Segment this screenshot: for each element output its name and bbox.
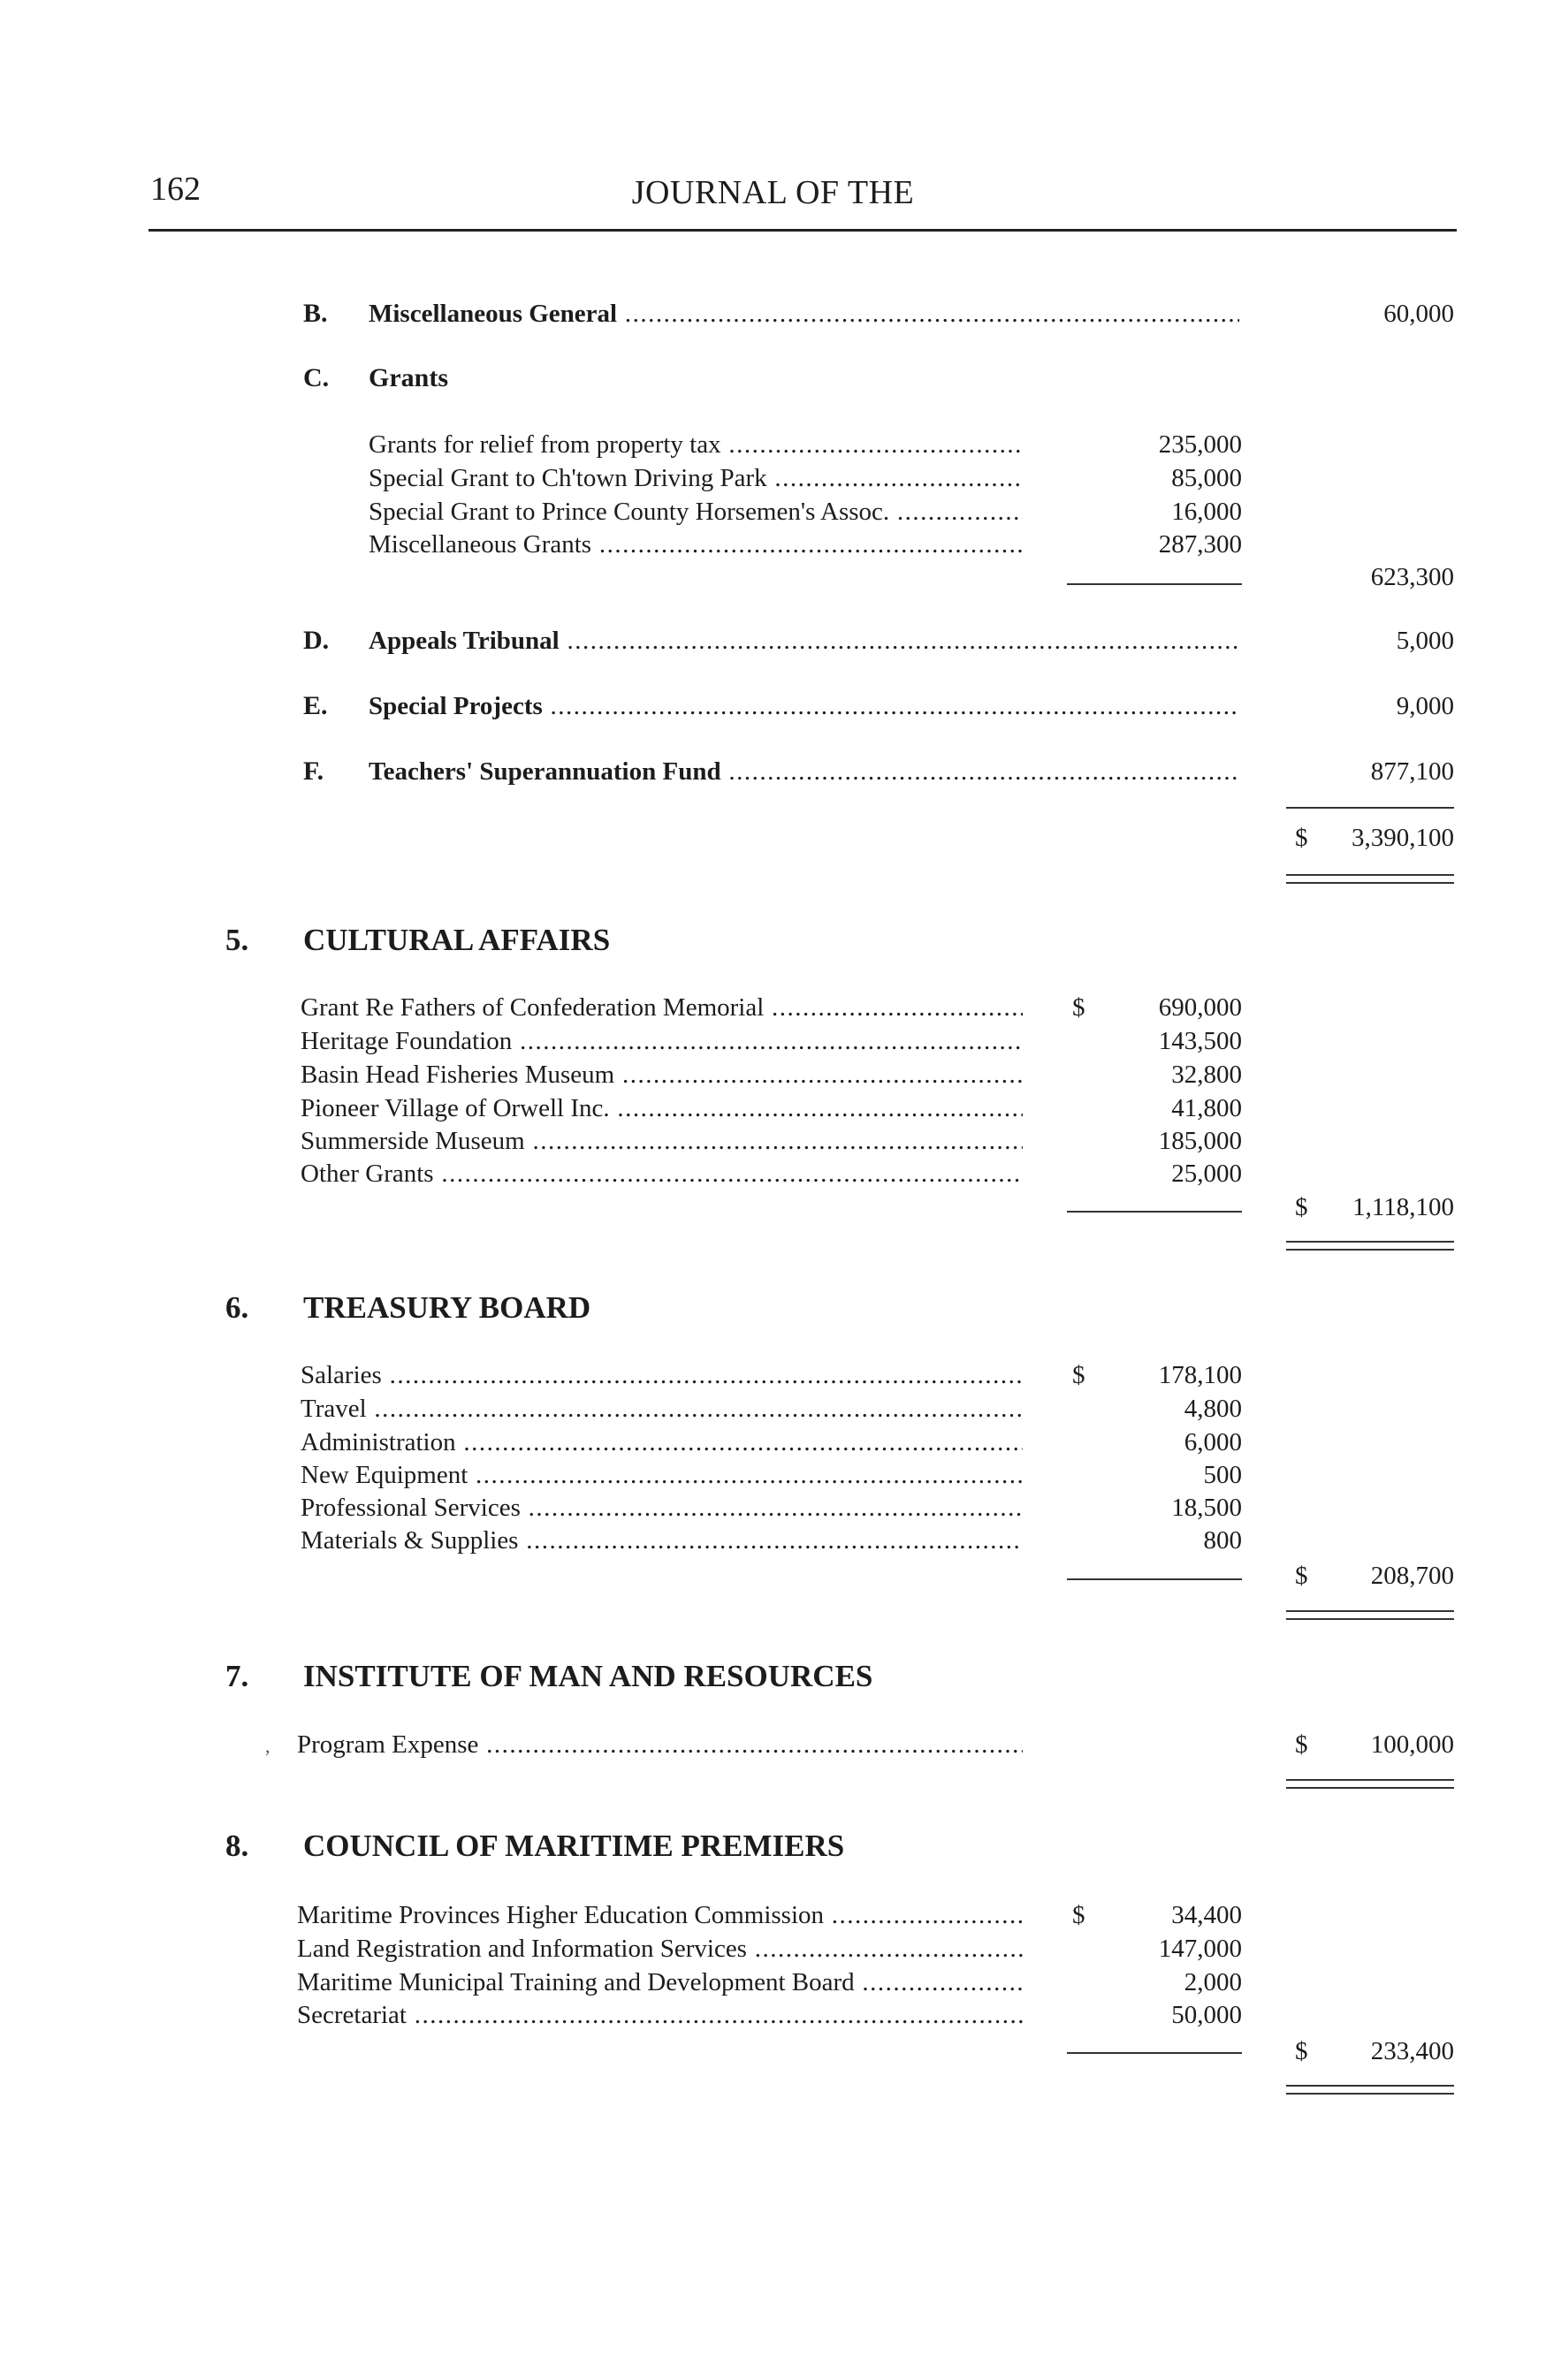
cultural-affairs-item-amount: 32,800 (1171, 1061, 1242, 1089)
section-number: 6. (225, 1290, 249, 1325)
subtotal-rule (1067, 1211, 1242, 1213)
treasury-board-item-amount: 18,500 (1171, 1494, 1242, 1522)
treasury-board-item-amount: 4,800 (1184, 1395, 1242, 1423)
subsection-title-miscellaneous-general: Miscellaneous General ..... (369, 297, 1239, 331)
grants-item-label: Special Grant to Ch'town Driving Park ..... (369, 461, 1023, 495)
cultural-affairs-item-label: Basin Head Fisheries Museum ..... (301, 1058, 1023, 1091)
maritime-premiers-total: 233,400 (1370, 2037, 1454, 2065)
currency-symbol: $ (1295, 1193, 1308, 1221)
grants-item-label: Miscellaneous Grants ..... (369, 528, 1023, 561)
treasury-board-item-label: Salaries ..... (301, 1358, 1023, 1392)
running-head: JOURNAL OF THE (631, 174, 915, 211)
currency-symbol: $ (1295, 1562, 1308, 1590)
subsection-title-teachers-superannuation-fund: Teachers' Superannuation Fund ..... (369, 755, 1239, 788)
subsection-letter-f: F. (303, 757, 324, 786)
cultural-affairs-item-amount: 185,000 (1158, 1127, 1242, 1155)
currency-symbol: $ (1072, 993, 1085, 1022)
subsection-title-appeals-tribunal: Appeals Tribunal ..... (369, 624, 1239, 658)
subsection-letter-e: E. (303, 691, 328, 720)
maritime-premiers-item-label: Land Registration and Information Services ..... (297, 1932, 1023, 1966)
treasury-board-item-amount: 6,000 (1184, 1428, 1242, 1456)
cultural-affairs-item-amount: 41,800 (1171, 1094, 1242, 1122)
section-number: 8. (225, 1829, 249, 1863)
cultural-affairs-total: 1,118,100 (1352, 1193, 1454, 1221)
currency-symbol: $ (1295, 824, 1308, 852)
section-title-cultural-affairs: CULTURAL AFFAIRS (303, 923, 611, 957)
total-double-rule (1286, 1241, 1454, 1251)
subsections-grand-total: 3,390,100 (1352, 824, 1454, 852)
total-double-rule (1286, 2085, 1454, 2095)
subsection-title-special-projects: Special Projects ..... (369, 689, 1239, 723)
maritime-premiers-item-label: Maritime Provinces Higher Education Commission ..... (297, 1898, 1023, 1932)
section-number: 5. (225, 923, 249, 957)
subsection-total-b: 60,000 (1383, 300, 1454, 328)
cultural-affairs-item-amount: 143,500 (1158, 1027, 1242, 1055)
treasury-board-item-amount: 500 (1203, 1461, 1242, 1489)
grants-item-amount: 16,000 (1171, 498, 1242, 526)
maritime-premiers-item-label: Maritime Municipal Training and Development Board ..... (297, 1966, 1023, 1999)
currency-symbol: $ (1072, 1361, 1085, 1389)
cultural-affairs-item-label: Grant Re Fathers of Confederation Memorial ..... (301, 991, 1023, 1024)
subsection-title-grants: Grants (369, 363, 448, 392)
grand-total-double-rule (1286, 874, 1454, 884)
stray-mark: , (265, 1735, 270, 1757)
subtotal-rule (1067, 583, 1242, 585)
section-title-council-of-maritime-premiers: COUNCIL OF MARITIME PREMIERS (303, 1829, 845, 1863)
subtotal-rule (1286, 807, 1454, 809)
cultural-affairs-item-label: Summerside Museum ..... (301, 1124, 1023, 1158)
subsection-total-c: 623,300 (1370, 563, 1454, 591)
section-number: 7. (225, 1659, 249, 1693)
maritime-premiers-item-label: Secretariat ..... (297, 1998, 1023, 2032)
section-title-treasury-board: TREASURY BOARD (303, 1290, 591, 1325)
treasury-board-total: 208,700 (1370, 1562, 1454, 1590)
currency-symbol: $ (1295, 1730, 1308, 1759)
grants-item-label: Grants for relief from property tax ..... (369, 428, 1023, 461)
treasury-board-item-amount: 178,100 (1158, 1361, 1242, 1389)
subsection-total-e: 9,000 (1396, 692, 1454, 720)
total-double-rule (1286, 1779, 1454, 1789)
subsection-total-d: 5,000 (1396, 627, 1454, 655)
institute-total: 100,000 (1370, 1730, 1454, 1759)
institute-item-label: Program Expense ..... (297, 1728, 1023, 1761)
grants-item-label: Special Grant to Prince County Horsemen's Assoc. ..... (369, 495, 1023, 528)
grants-item-amount: 235,000 (1158, 430, 1242, 459)
cultural-affairs-item-label: Heritage Foundation ..... (301, 1024, 1023, 1058)
treasury-board-item-label: Travel ..... (301, 1392, 1023, 1426)
treasury-board-item-label: New Equipment ..... (301, 1458, 1023, 1492)
subsection-letter-b: B. (303, 299, 328, 328)
page-number: 162 (150, 171, 201, 208)
grants-item-amount: 85,000 (1171, 464, 1242, 492)
maritime-premiers-item-amount: 50,000 (1171, 2001, 1242, 2029)
subtotal-rule (1067, 1578, 1242, 1580)
subtotal-rule (1067, 2052, 1242, 2054)
cultural-affairs-item-amount: 690,000 (1158, 993, 1242, 1022)
treasury-board-item-label: Professional Services ..... (301, 1491, 1023, 1525)
header-rule (149, 229, 1457, 232)
maritime-premiers-item-amount: 34,400 (1171, 1901, 1242, 1929)
currency-symbol: $ (1295, 2037, 1308, 2065)
subsection-letter-c: C. (303, 363, 330, 392)
cultural-affairs-item-label: Other Grants ..... (301, 1157, 1023, 1190)
maritime-premiers-item-amount: 2,000 (1184, 1968, 1242, 1996)
treasury-board-item-label: Administration ..... (301, 1426, 1023, 1459)
grants-item-amount: 287,300 (1158, 530, 1242, 559)
section-title-institute-of-man-and-resources: INSTITUTE OF MAN AND RESOURCES (303, 1659, 873, 1693)
cultural-affairs-item-amount: 25,000 (1171, 1160, 1242, 1188)
treasury-board-item-label: Materials & Supplies ..... (301, 1524, 1023, 1557)
currency-symbol: $ (1072, 1901, 1085, 1929)
total-double-rule (1286, 1610, 1454, 1620)
cultural-affairs-item-label: Pioneer Village of Orwell Inc. ..... (301, 1091, 1023, 1125)
subsection-letter-d: D. (303, 626, 330, 655)
subsection-total-f: 877,100 (1370, 757, 1454, 786)
maritime-premiers-item-amount: 147,000 (1158, 1935, 1242, 1963)
treasury-board-item-amount: 800 (1203, 1526, 1242, 1555)
